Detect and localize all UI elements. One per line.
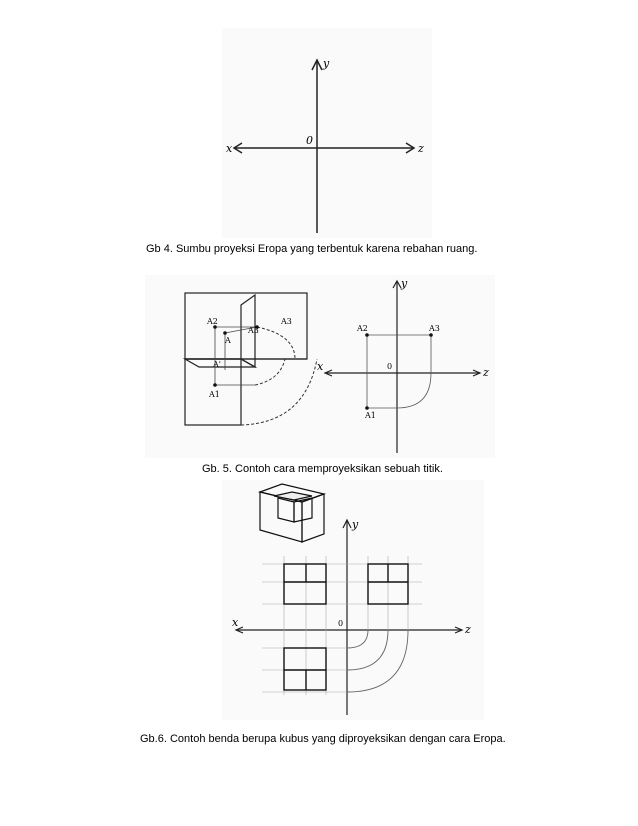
figure-4-drawing	[222, 28, 432, 238]
fig6-x-label: x	[232, 616, 239, 629]
figure-5-point-projection	[145, 275, 495, 458]
label-a3-outer: A3	[281, 317, 292, 326]
label-a: A	[225, 336, 231, 345]
label-a1: A1	[209, 390, 220, 399]
right-z-label: z	[483, 366, 489, 379]
label-a-prime: A'	[213, 360, 221, 369]
fig6-y-label: y	[352, 518, 359, 531]
point-a	[223, 331, 227, 335]
x-label: x	[226, 142, 233, 155]
figure-5-drawing	[145, 275, 495, 458]
y-label: y	[323, 57, 330, 70]
top-view	[284, 648, 326, 690]
right-rotation-arc	[397, 373, 431, 408]
right-point-a2	[365, 333, 369, 337]
figure-4-axes	[222, 28, 432, 238]
rotation-arc-2	[255, 359, 285, 385]
rotation-arcs	[347, 630, 408, 692]
vertical-plane-top	[185, 293, 307, 359]
origin-label: 0	[306, 134, 313, 147]
right-y-label: y	[401, 277, 408, 290]
figure-6-caption: Gb.6. Contoh benda berupa kubus yang diproyeksikan dengan cara Eropa.	[140, 733, 506, 745]
right-point-a1	[365, 406, 369, 410]
fig6-z-label: z	[465, 623, 471, 636]
right-origin-label: 0	[387, 362, 393, 371]
front-view	[284, 564, 326, 604]
figure-5-caption: Gb. 5. Contoh cara memproyeksikan sebuah titik.	[202, 463, 443, 475]
point-a1	[213, 383, 217, 387]
z-label: z	[418, 142, 424, 155]
right-point-a3	[429, 333, 433, 337]
right-label-a3: A3	[429, 324, 440, 333]
label-a3-inner: A3	[248, 326, 259, 335]
right-x-label: x	[317, 360, 324, 373]
rotation-arc-3	[241, 359, 317, 425]
figure-4-caption: Gb 4. Sumbu proyeksi Eropa yang terbentuk karena rebahan ruang.	[146, 243, 478, 255]
label-a2: A2	[207, 317, 218, 326]
right-label-a2: A2	[357, 324, 368, 333]
figure-6-cube-projection	[222, 480, 484, 720]
fig6-origin-label: 0	[338, 619, 344, 628]
rotation-arc-1	[257, 327, 295, 359]
right-label-a1: A1	[365, 411, 376, 420]
figure-6-drawing	[222, 480, 484, 720]
isometric-object	[260, 484, 324, 542]
